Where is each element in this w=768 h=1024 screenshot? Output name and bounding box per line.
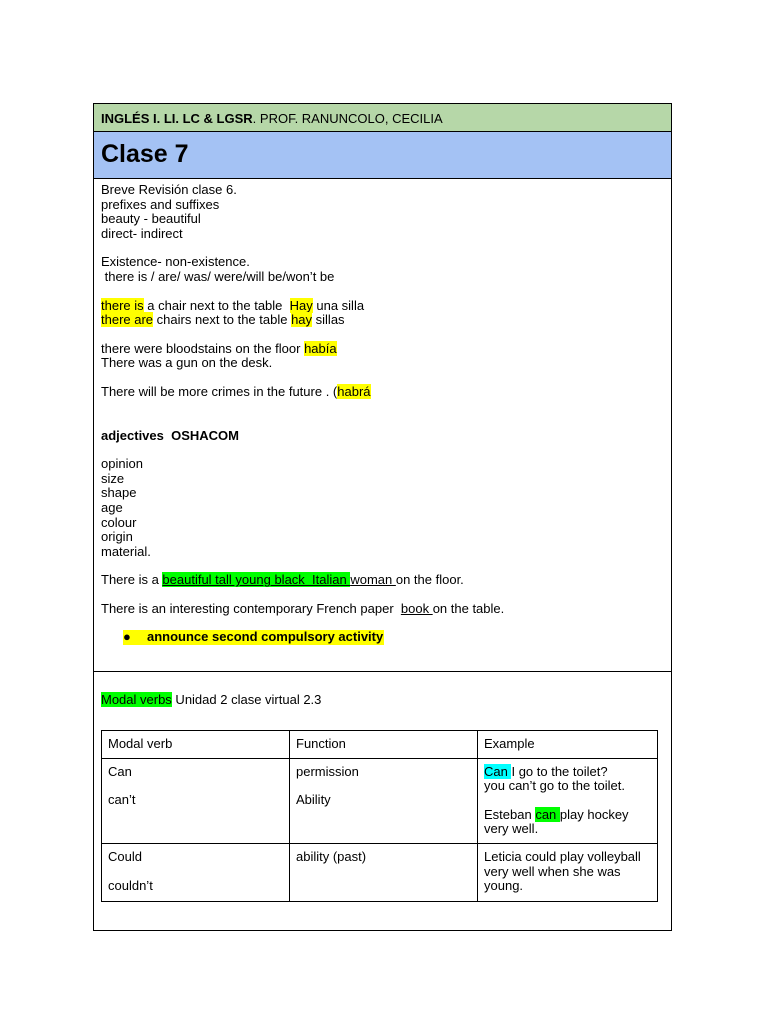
- adjective-order-item: size: [101, 470, 125, 486]
- modal-verbs-table: [101, 730, 658, 902]
- example-there-are: there are chairs next to the table hay sillas: [101, 312, 345, 328]
- highlight: habrá: [337, 383, 371, 399]
- announcement-bullet: [123, 630, 664, 645]
- adjective-order-item: age: [101, 499, 123, 515]
- adjective-order-item: shape: [101, 485, 137, 501]
- review-line: direct- indirect: [101, 225, 183, 241]
- example-there-will-be: There will be more crimes in the future . (habrá: [101, 383, 371, 399]
- modal-verbs-label: Modal verbs Unidad 2 clase virtual 2.3: [101, 692, 322, 707]
- table-header-cell: Modal verb: [102, 731, 290, 759]
- adjective-order-item: colour: [101, 514, 137, 530]
- adjective-order-item: origin: [101, 529, 133, 545]
- table-cell: Could couldn’t: [102, 843, 290, 901]
- course-header: [94, 104, 671, 132]
- review-line: Breve Revisión clase 6.: [101, 182, 237, 197]
- highlight: Modal verbs: [101, 692, 172, 707]
- existence-forms: there is / are/ was/ were/will be/won’t be: [101, 268, 335, 284]
- table-header-cell: Function: [290, 731, 478, 759]
- table-row: [102, 758, 658, 843]
- table-cell: Can can’t: [102, 758, 290, 843]
- highlight: there is: [101, 297, 144, 313]
- lesson-content: [94, 179, 671, 672]
- adjective-example-1: There is a beautiful tall young black Italian woman on the floor.: [101, 572, 464, 588]
- highlight: can: [535, 806, 560, 822]
- review-line: prefixes and suffixes: [101, 196, 220, 212]
- course-name: INGLÉS I. LI. LC & LGSR: [101, 111, 253, 126]
- document-frame: [93, 103, 672, 931]
- highlight: hay: [291, 312, 313, 328]
- review-line: beauty - beautiful: [101, 211, 201, 227]
- page-title: Clase 7: [101, 140, 189, 168]
- table-header-row: [102, 731, 658, 759]
- adjective-example-2: There is an interesting contemporary French paper book on the table.: [101, 600, 505, 616]
- adjective-order-item: material.: [101, 543, 151, 559]
- modal-verbs-section: [94, 672, 671, 707]
- announcement-text: announce second compulsory activity: [147, 629, 384, 645]
- table-cell: Leticia could play volleyball very well when she was young.: [478, 843, 658, 901]
- table-header-cell: Example: [478, 731, 658, 759]
- example-there-was: There was a gun on the desk.: [101, 355, 273, 371]
- title-row: [94, 132, 671, 179]
- existence-line: Existence- non-existence.: [101, 254, 250, 270]
- highlight: Can: [484, 763, 512, 779]
- table-row: [102, 843, 658, 901]
- table-cell: permission Ability: [290, 758, 478, 843]
- table-cell: ability (past): [290, 843, 478, 901]
- example-there-were: there were bloodstains on the floor había: [101, 340, 337, 356]
- table-cell: Can I go to the toilet? you can’t go to the toilet. Esteban can play hockey very well.: [478, 758, 658, 843]
- teacher-name: . PROF. RANUNCOLO, CECILIA: [252, 111, 443, 126]
- bullet-icon: ●: [123, 629, 131, 645]
- adjectives-heading: adjectives OSHACOM: [101, 427, 239, 443]
- highlight: Hay: [289, 297, 313, 313]
- highlight: there are: [101, 312, 154, 328]
- example-there-is: there is a chair next to the table Hay una silla: [101, 297, 365, 313]
- adjective-order-item: opinion: [101, 456, 143, 472]
- highlight: beautiful tall young black Italian: [162, 572, 351, 588]
- highlight: había: [304, 340, 337, 356]
